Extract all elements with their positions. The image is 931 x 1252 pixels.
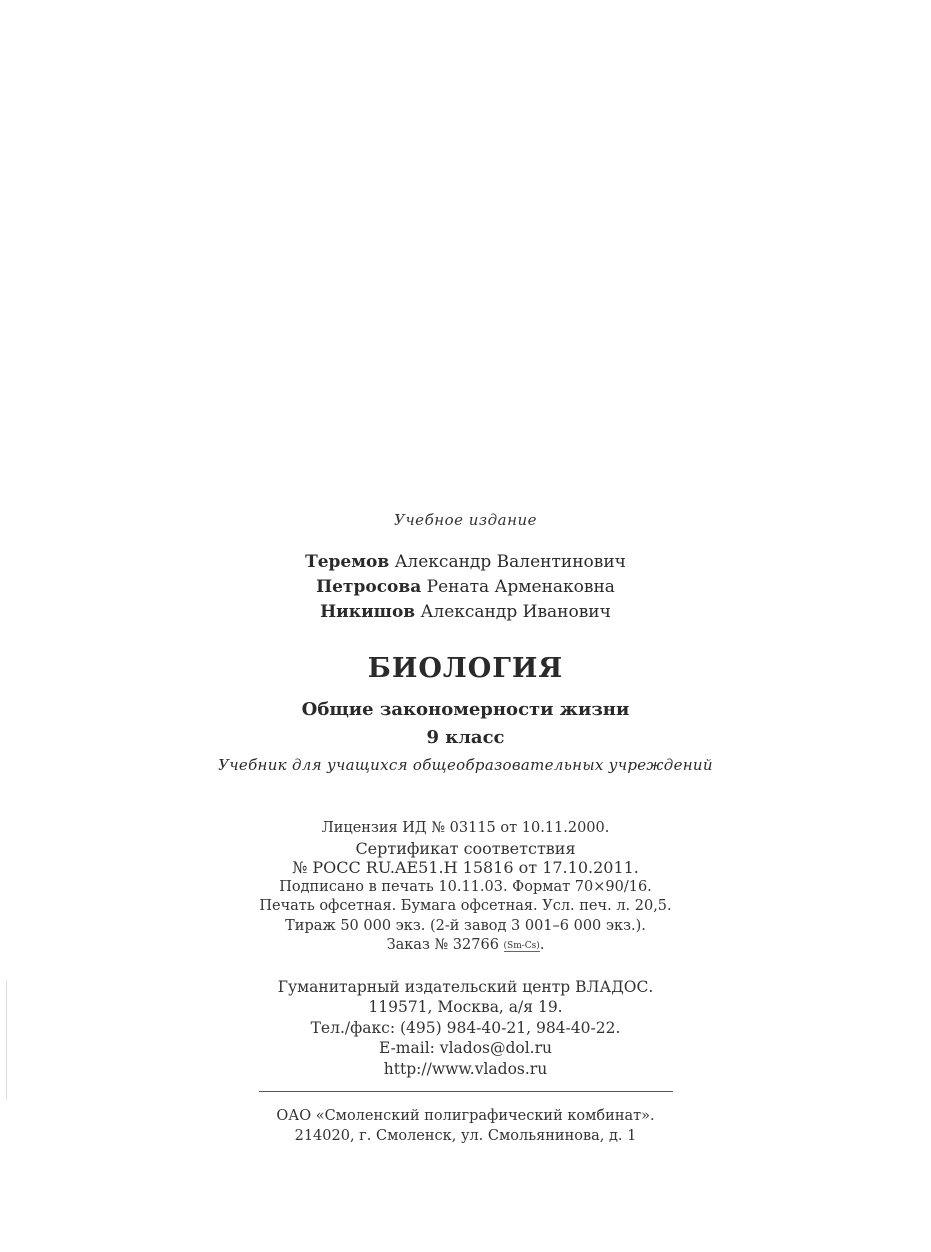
publisher-address: 119571, Москва, а/я 19. [368, 998, 563, 1016]
author-surname: Никишов [320, 602, 416, 622]
printer-details [0, 1106, 931, 1146]
print-info-line: Печать офсетная. Бумага офсетная. Усл. печ. л. 20,5. [259, 898, 672, 914]
book-subtitle: Общие закономерности жизни [301, 699, 630, 720]
edition-type: Учебное издание [394, 511, 537, 529]
technical-details [0, 819, 931, 957]
signed-line: Подписано в печать 10.11.03. Формат 70×90/16. [279, 878, 652, 895]
divider-rule [259, 1091, 673, 1092]
author-line [0, 575, 931, 600]
circulation-line: Тираж 50 000 экз. (2-й завод 3 001–6 000 экз.). [285, 917, 646, 934]
author-given-name: Александр Валентинович [394, 552, 626, 572]
grade-label: 9 класс [426, 727, 505, 748]
author-given-name: Александр Иванович [420, 602, 611, 622]
author-surname: Петросова [316, 577, 422, 597]
publisher-details [0, 977, 931, 1080]
publisher-name: Гуманитарный издательский центр ВЛАДОС. [277, 977, 654, 996]
publisher-website: http://www.vlados.ru [383, 1059, 548, 1078]
license-line: Лицензия ИД № 03115 от 10.11.2000. [321, 820, 610, 836]
audience-note: Учебник для учащихся общеобразовательных учреждений [218, 756, 713, 774]
author-line [0, 600, 931, 625]
author-line [0, 550, 931, 575]
imprint-block [0, 508, 931, 1146]
author-surname: Теремов [305, 552, 390, 572]
order-number: Заказ № 32766 [386, 937, 499, 953]
publisher-phone: Тел./факс: (495) 984-40-21, 984-40-22. [310, 1018, 621, 1037]
printer-name: ОАО «Смоленский полиграфический комбинат». [276, 1108, 655, 1124]
printer-address: 214020, г. Смоленск, ул. Смольянинова, д. 1 [294, 1128, 637, 1144]
book-title: БИОЛОГИЯ [367, 653, 564, 684]
certificate-number: № РОСС RU.AE51.H 15816 от 17.10.2011. [292, 858, 639, 877]
author-list [0, 550, 931, 625]
order-stamp: (Sm-Cs) [503, 941, 540, 951]
certificate-label: Сертификат соответствия [355, 838, 576, 858]
author-given-name: Рената Арменаковна [426, 577, 615, 597]
order-line: Заказ № 32766 (Sm-Cs). [386, 937, 545, 953]
publisher-email: E-mail: vlados@dol.ru [378, 1039, 553, 1057]
